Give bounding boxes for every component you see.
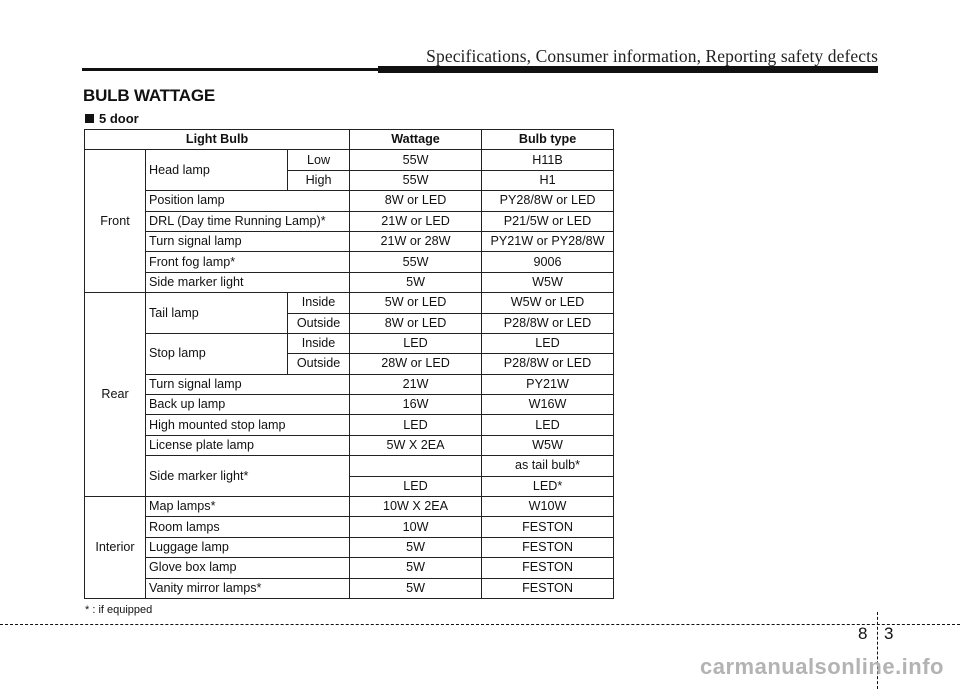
col-header-light-bulb: Light Bulb xyxy=(85,130,350,150)
cell-wattage: 5W or LED xyxy=(350,293,482,313)
cell-type: LED* xyxy=(482,476,614,496)
cell-name: Room lamps xyxy=(146,517,350,537)
cell-type: LED xyxy=(482,333,614,353)
table-row xyxy=(85,435,614,455)
cell-type: W5W or LED xyxy=(482,293,614,313)
cell-type: FESTON xyxy=(482,558,614,578)
cell-name: Map lamps* xyxy=(146,497,350,517)
table-row xyxy=(85,374,614,394)
cell-sub: High xyxy=(288,170,350,190)
cell-type: FESTON xyxy=(482,517,614,537)
square-bullet-icon xyxy=(85,114,94,123)
page-header-title: Specifications, Consumer information, Reporting safety defects xyxy=(426,46,878,66)
cell-wattage: 5W xyxy=(350,558,482,578)
cell-name: Back up lamp xyxy=(146,395,350,415)
cell-wattage: 21W or LED xyxy=(350,211,482,231)
cell-sub: Outside xyxy=(288,313,350,333)
cell-type: FESTON xyxy=(482,578,614,598)
bulb-wattage-table xyxy=(84,129,614,599)
col-header-wattage: Wattage xyxy=(350,130,482,150)
cell-name: Turn signal lamp xyxy=(146,374,350,394)
cell-name: Side marker light xyxy=(146,272,350,292)
section-title: BULB WATTAGE xyxy=(83,86,216,105)
table-row xyxy=(85,578,614,598)
cell-name: Head lamp xyxy=(146,150,288,191)
cell-type: LED xyxy=(482,415,614,435)
cell-wattage: 55W xyxy=(350,150,482,170)
cell-sub: Inside xyxy=(288,293,350,313)
cell-type: FESTON xyxy=(482,537,614,557)
cell-sub: Outside xyxy=(288,354,350,374)
cell-wattage: LED xyxy=(350,415,482,435)
bottom-divider xyxy=(0,624,960,625)
cell-wattage: 55W xyxy=(350,170,482,190)
cell-wattage: 10W X 2EA xyxy=(350,497,482,517)
table-row xyxy=(85,517,614,537)
cell-wattage: LED xyxy=(350,476,482,496)
cell-wattage: 16W xyxy=(350,395,482,415)
table-header-row xyxy=(85,130,614,150)
cell-type: PY28/8W or LED xyxy=(482,191,614,211)
table-row xyxy=(85,537,614,557)
group-front: Front xyxy=(85,150,146,293)
cell-type: PY21W xyxy=(482,374,614,394)
table-row xyxy=(85,211,614,231)
table-row xyxy=(85,558,614,578)
cell-type: P28/8W or LED xyxy=(482,313,614,333)
cell-name: Front fog lamp* xyxy=(146,252,350,272)
cell-wattage: 8W or LED xyxy=(350,313,482,333)
cell-name: Glove box lamp xyxy=(146,558,350,578)
cell-sub: Low xyxy=(288,150,350,170)
table-row xyxy=(85,415,614,435)
table-row xyxy=(85,293,614,313)
table-row xyxy=(85,333,614,353)
cell-type: W5W xyxy=(482,272,614,292)
cell-wattage: 8W or LED xyxy=(350,191,482,211)
cell-wattage: 5W xyxy=(350,272,482,292)
page-chapter-number: 8 xyxy=(858,624,868,643)
col-header-bulb-type: Bulb type xyxy=(482,130,614,150)
cell-wattage: LED xyxy=(350,333,482,353)
cell-type: P28/8W or LED xyxy=(482,354,614,374)
cell-type: H1 xyxy=(482,170,614,190)
sub-title-text: 5 door xyxy=(99,111,139,126)
cell-type: W10W xyxy=(482,497,614,517)
table-row xyxy=(85,191,614,211)
cell-name: Stop lamp xyxy=(146,333,288,374)
footnote: * : if equipped xyxy=(85,604,153,616)
page-number: 3 xyxy=(884,624,894,643)
group-rear: Rear xyxy=(85,293,146,497)
cell-wattage: 5W xyxy=(350,537,482,557)
cell-name: Vanity mirror lamps* xyxy=(146,578,350,598)
cell-name: High mounted stop lamp xyxy=(146,415,350,435)
cell-type: W16W xyxy=(482,395,614,415)
cell-type: H11B xyxy=(482,150,614,170)
group-interior: Interior xyxy=(85,497,146,599)
table-row xyxy=(85,395,614,415)
cell-wattage: 28W or LED xyxy=(350,354,482,374)
cell-wattage: 21W or 28W xyxy=(350,231,482,251)
cell-name: Side marker light* xyxy=(146,456,350,497)
cell-name: DRL (Day time Running Lamp)* xyxy=(146,211,350,231)
header-bar xyxy=(378,66,878,73)
cell-name: Tail lamp xyxy=(146,293,288,334)
watermark-text: carmanualsonline.info xyxy=(700,654,944,679)
cell-name: Turn signal lamp xyxy=(146,231,350,251)
cell-type: W5W xyxy=(482,435,614,455)
cell-name: License plate lamp xyxy=(146,435,350,455)
table-row xyxy=(85,272,614,292)
cell-wattage: 10W xyxy=(350,517,482,537)
cell-type: P21/5W or LED xyxy=(482,211,614,231)
sub-title xyxy=(85,111,139,126)
cell-wattage xyxy=(350,456,482,476)
table-row xyxy=(85,150,614,170)
cell-wattage: 5W X 2EA xyxy=(350,435,482,455)
table-row xyxy=(85,497,614,517)
cell-name: Luggage lamp xyxy=(146,537,350,557)
cell-wattage: 5W xyxy=(350,578,482,598)
table-row xyxy=(85,252,614,272)
cell-name: Position lamp xyxy=(146,191,350,211)
cell-wattage: 55W xyxy=(350,252,482,272)
cell-sub: Inside xyxy=(288,333,350,353)
cell-type: as tail bulb* xyxy=(482,456,614,476)
table-row xyxy=(85,231,614,251)
cell-wattage: 21W xyxy=(350,374,482,394)
table-row xyxy=(85,456,614,476)
cell-type: PY21W or PY28/8W xyxy=(482,231,614,251)
cell-type: 9006 xyxy=(482,252,614,272)
